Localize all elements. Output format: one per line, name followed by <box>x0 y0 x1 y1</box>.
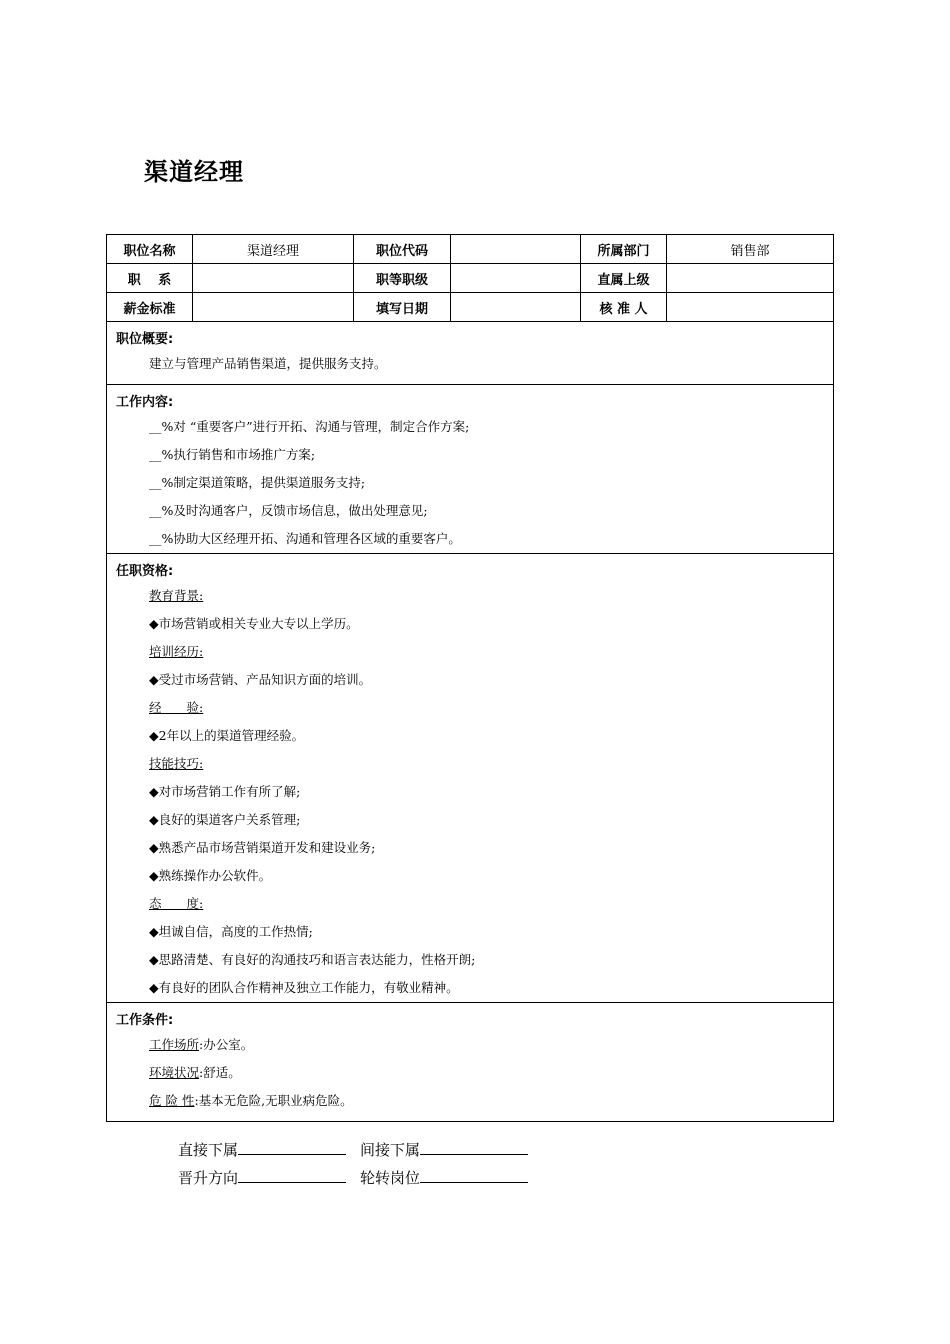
footer-row-subordinates <box>178 1139 542 1160</box>
qualifications-section <box>107 554 834 1003</box>
environment-label: 环境状况 <box>149 1065 200 1080</box>
direct-subordinate-blank[interactable] <box>238 1140 346 1155</box>
position-code-label: 职位代码 <box>354 235 451 264</box>
conditions-section <box>107 1003 834 1122</box>
condition-item <box>107 1087 833 1115</box>
promotion-label: 晋升方向 <box>178 1169 239 1187</box>
position-name-value: 渠道经理 <box>193 235 354 264</box>
indirect-subordinate-blank[interactable] <box>420 1140 528 1155</box>
job-grade-value <box>451 264 581 293</box>
page-title: 渠道经理 <box>144 158 244 186</box>
department-label: 所属部门 <box>581 235 667 264</box>
hazard-label: 危 险 性 <box>149 1093 195 1108</box>
education-title: 教育背景: <box>149 588 204 603</box>
experience-title: 经 验: <box>149 700 204 715</box>
rotation-label: 轮转岗位 <box>360 1169 421 1187</box>
conditions-heading: 工作条件: <box>116 1013 174 1028</box>
direct-supervisor-value <box>667 264 834 293</box>
skills-title: 技能技巧: <box>149 756 204 771</box>
condition-item <box>107 1031 833 1059</box>
qualification-item: ◆有良好的团队合作精神及独立工作能力，有敬业精神。 <box>149 980 459 995</box>
job-grade-label: 职等职级 <box>354 264 451 293</box>
rotation-blank[interactable] <box>420 1168 528 1183</box>
position-name-label: 职位名称 <box>107 235 193 264</box>
qualification-item: ◆2年以上的渠道管理经验。 <box>149 728 305 743</box>
fill-date-value <box>451 293 581 322</box>
table-row <box>107 235 834 264</box>
qualification-item: ◆对市场营销工作有所了解; <box>149 784 301 799</box>
duties-heading: 工作内容: <box>116 395 174 410</box>
approver-value <box>667 293 834 322</box>
indirect-subordinate-label: 间接下属 <box>360 1141 421 1159</box>
job-family-label: 职 系 <box>107 264 193 293</box>
summary-section <box>107 322 834 385</box>
summary-text: 建立与管理产品销售渠道，提供服务支持。 <box>149 356 387 371</box>
qualification-item: ◆受过市场营销、产品知识方面的培训。 <box>149 672 372 687</box>
duty-item: __%制定渠道策略，提供渠道服务支持; <box>149 475 366 490</box>
qualification-item: ◆熟练操作办公软件。 <box>149 868 272 883</box>
table-row <box>107 293 834 322</box>
qualification-item: ◆坦诚自信，高度的工作热情; <box>149 924 313 939</box>
hazard-value: :基本无危险,无职业病危险。 <box>194 1093 353 1108</box>
qualifications-heading: 任职资格: <box>116 564 174 579</box>
environment-value: :舒适。 <box>199 1065 241 1080</box>
direct-supervisor-label: 直属上级 <box>581 264 667 293</box>
qualification-item: ◆熟悉产品市场营销渠道开发和建设业务; <box>149 840 376 855</box>
direct-subordinate-label: 直接下属 <box>178 1141 239 1159</box>
condition-item <box>107 1059 833 1087</box>
footer-row-career <box>178 1167 542 1188</box>
workplace-value: :办公室。 <box>199 1037 254 1052</box>
qualification-item: ◆良好的渠道客户关系管理; <box>149 812 301 827</box>
job-family-value <box>193 264 354 293</box>
fill-date-label: 填写日期 <box>354 293 451 322</box>
salary-standard-value <box>193 293 354 322</box>
duty-item: __%执行销售和市场推广方案; <box>149 447 316 462</box>
duty-item: __%对 “重要客户”进行开拓、沟通与管理，制定合作方案; <box>149 419 470 434</box>
promotion-blank[interactable] <box>238 1168 346 1183</box>
duty-item: __%协助大区经理开拓、沟通和管理各区域的重要客户。 <box>149 531 461 546</box>
duties-section <box>107 385 834 554</box>
approver-label: 核 准 人 <box>581 293 667 322</box>
summary-heading: 职位概要: <box>116 332 174 347</box>
salary-standard-label: 薪金标准 <box>107 293 193 322</box>
duty-item: __%及时沟通客户，反馈市场信息，做出处理意见; <box>149 503 428 518</box>
department-value: 销售部 <box>667 235 834 264</box>
qualification-item: ◆市场营销或相关专业大专以上学历。 <box>149 616 359 631</box>
table-row <box>107 1003 834 1122</box>
training-title: 培训经历: <box>149 644 204 659</box>
table-row <box>107 264 834 293</box>
workplace-label: 工作场所 <box>149 1037 200 1052</box>
qualification-item: ◆思路清楚、有良好的沟通技巧和语言表达能力，性格开朗; <box>149 952 476 967</box>
attitude-title: 态 度: <box>149 896 204 911</box>
position-code-value <box>451 235 581 264</box>
job-description-table <box>106 234 834 1122</box>
table-row <box>107 385 834 554</box>
table-row <box>107 554 834 1003</box>
table-row <box>107 322 834 385</box>
